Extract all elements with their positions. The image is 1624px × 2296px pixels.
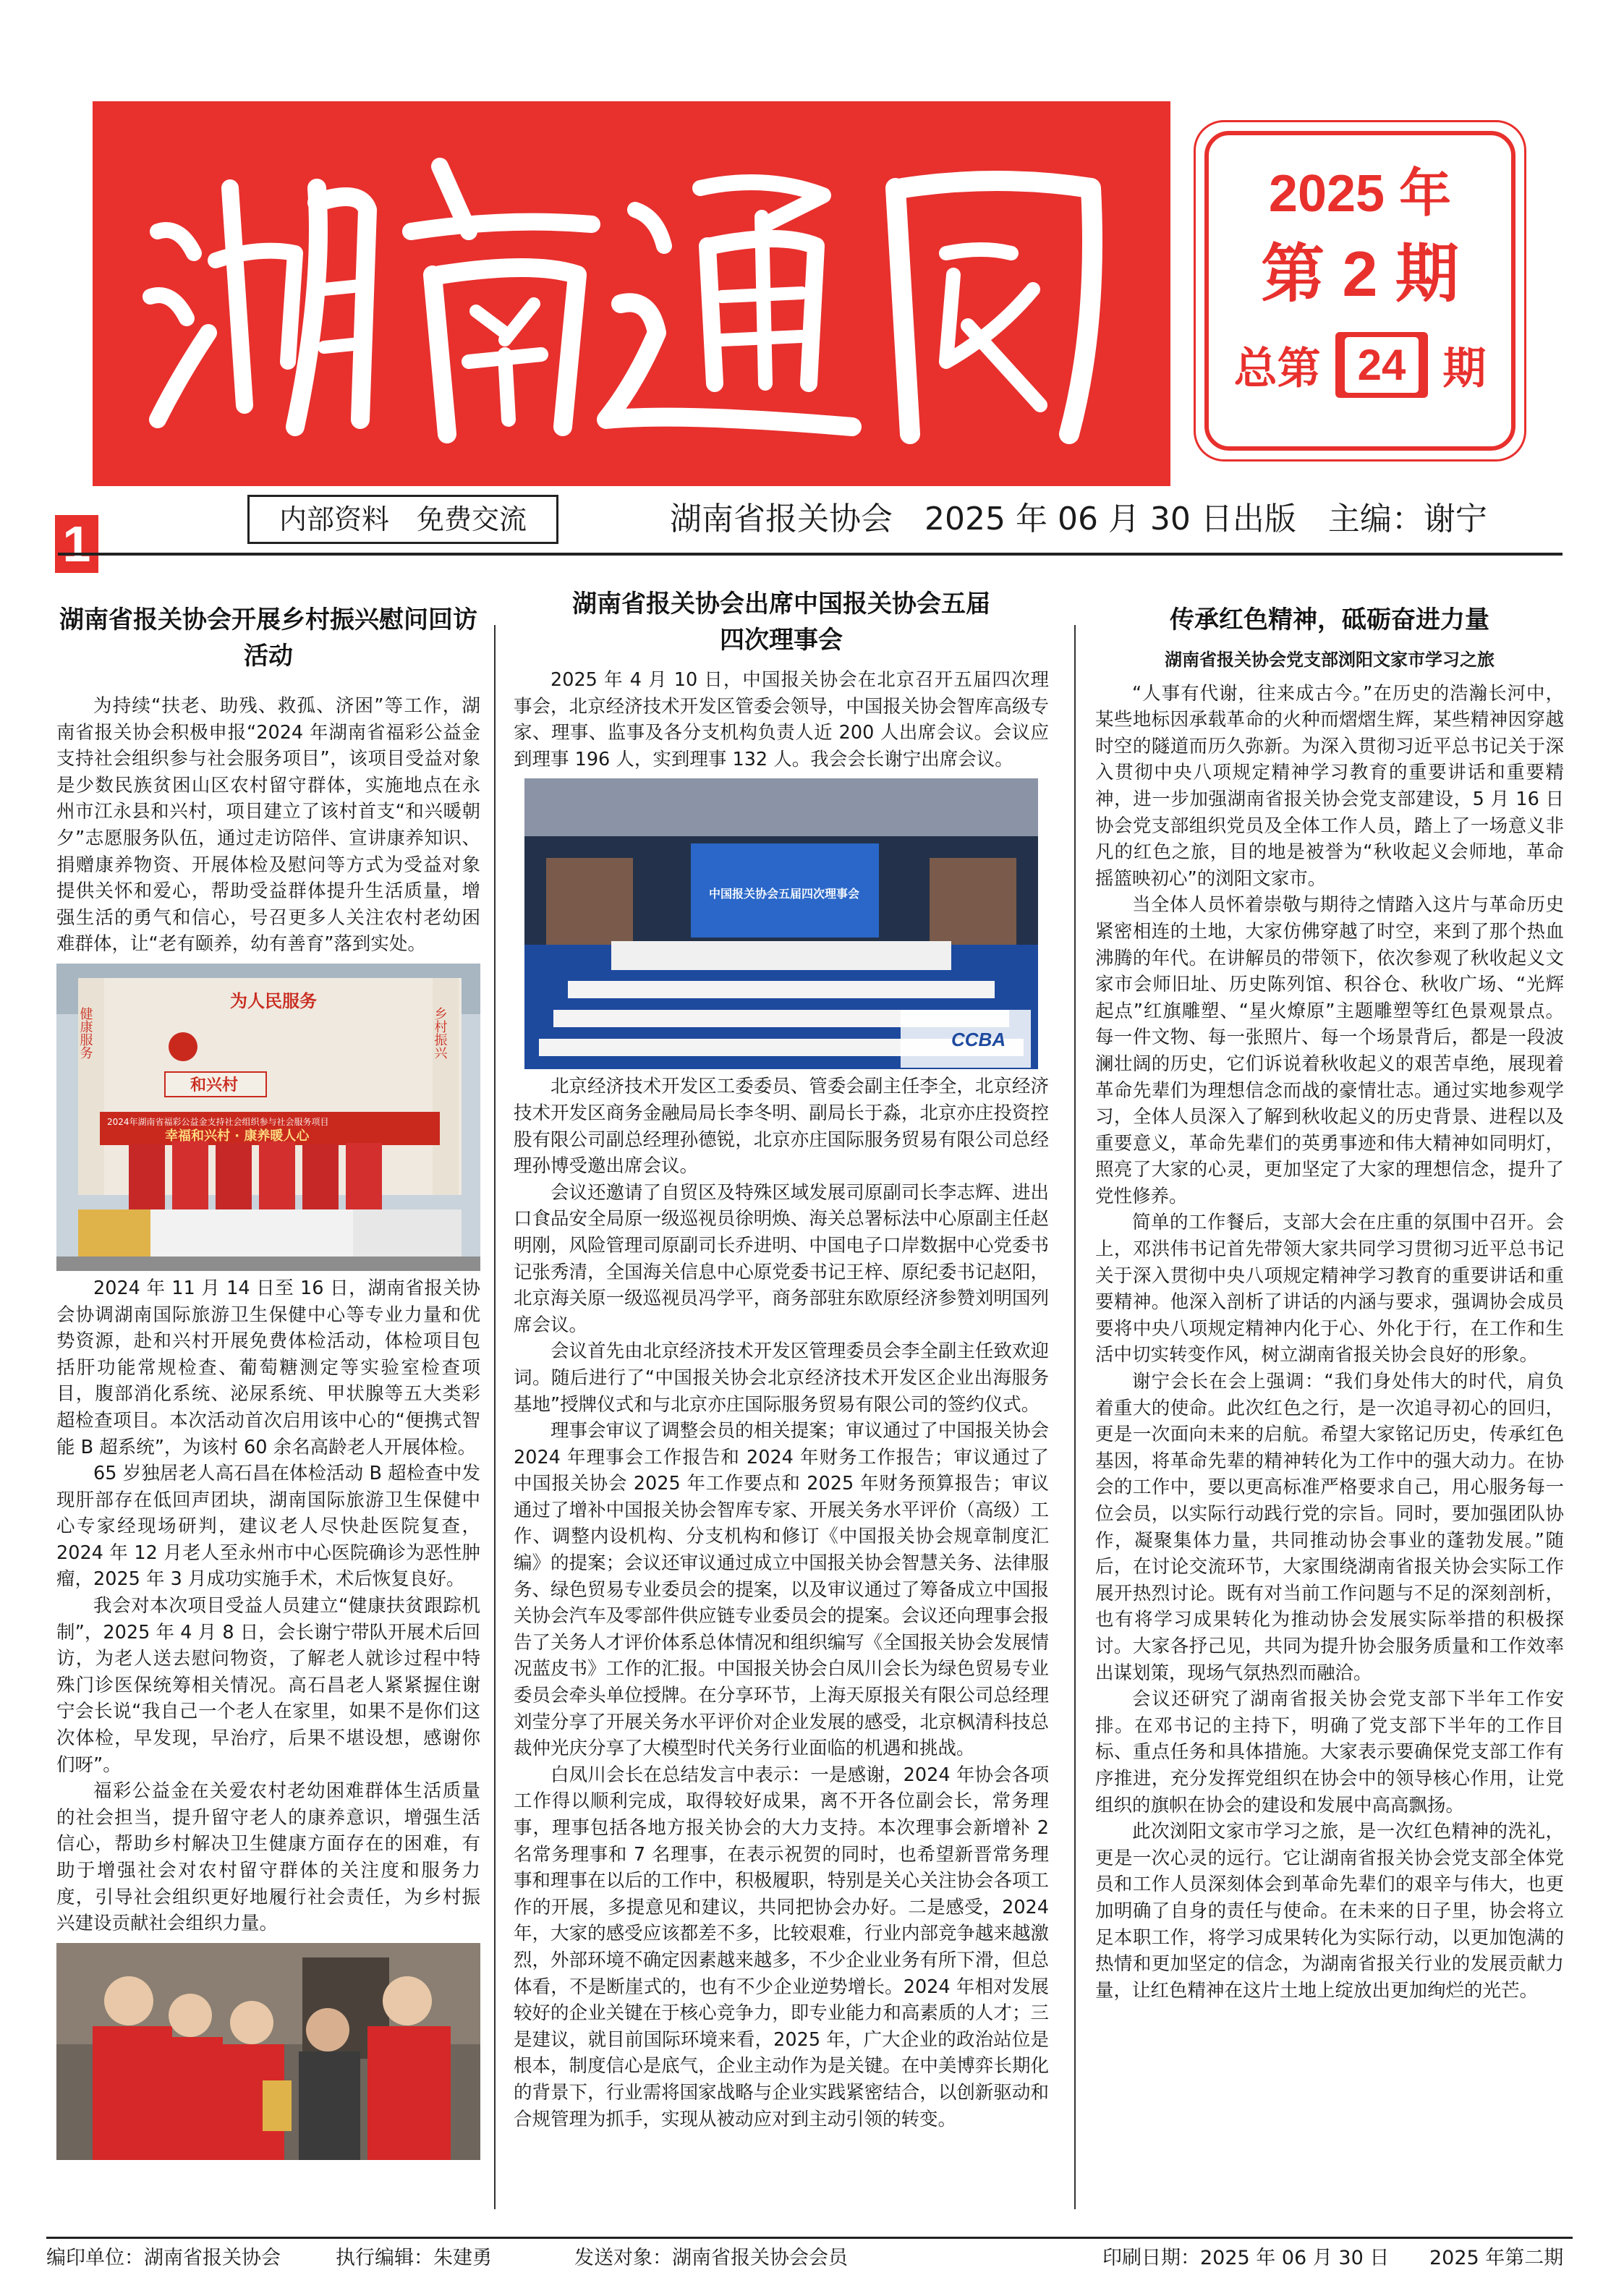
photo-sign-right: 乡村振兴 (432, 1006, 448, 1059)
page-number: 1 (55, 515, 98, 573)
issue-total-prefix: 总第 (1233, 344, 1321, 393)
footer-editor: 执行编辑：朱建勇 (336, 2247, 492, 2269)
ccba-logo: CCBA (951, 1029, 1006, 1051)
article-title: 湖南省报关协会出席中国报关协会五届四次理事会 (572, 590, 990, 655)
masthead-banner (93, 101, 1170, 486)
photo-sign-left: 健康服务 (77, 1006, 93, 1059)
footer-print-date: 印刷日期：2025 年 06 月 30 日 (1102, 2247, 1390, 2269)
photo-sign-village: 和兴村 (190, 1076, 239, 1094)
article-paragraph: 理事会审议了调整会员的相关提案；审议通过了中国报关协会 2024 年理事会工作报告和 2024 年财务工作报告；审议通过了中国报关协会 2025 年工作要点和 2025 年财务预算报告；审议通过了增补中国报关协会智库专家、开展关务水平评价（高级）工作、调整内设机构、分支机构和修订《中国报关协会规章制度汇编》的提案；会议还审议通过成立中国报关协会智慧关务、法律服务、绿色贸易专业委员会的提案，以及审议通过了筹备成立中国报关协会汽车及零部件供应链专业委员会的提案。会议还向理事会报告了关务人才评价体系总体情况和组织编写《全国报关协会发展情况蓝皮书》工作的汇报。中国报关协会白凤川会长为绿色贸易专业委员会牵头单位授牌。在分享环节，上海天原报关有限公司总经理刘莹分享了开展关务水平评价对企业发展的感受，北京枫清科技总裁仲光庆分享了大模型时代关务行业面临的机遇和挑战。 (514, 1420, 1049, 1760)
header-rule (58, 553, 1563, 556)
article-paragraph: 会议还邀请了自贸区及特殊区域发展司原副司长李志辉、进出口食品安全局原一级巡视员徐明焕、海关总署标法中心原副主任赵明刚，风险管理司原副司长乔进明、中国电子口岸数据中心党委书记张秀清，全国海关信息中心原党委书记王梓、原纪委书记赵阳，北京海关原一级巡视员冯学平，商务部驻东欧原经济参赞刘明国列席会议。 (514, 1181, 1049, 1336)
photo-banner: 2024年湖南省福彩公益金支持社会组织参与社会服务项目 (107, 1116, 329, 1127)
article-paragraph: 此次浏阳文家市学习之旅，是一次红色精神的洗礼，更是一次心灵的远行。它让湖南省报关协会党支部全体党员和工作人员深刻体会到革命先辈们的艰辛与伟大，也更加明确了自身的责任与使命。在未来的日子里，协会将立足本职工作，将学习成果转化为实际行动，以更加饱满的热情和更加坚定的信念，为湖南省报关行业的发展贡献力量，让红色精神在这片土地上绽放出更加绚烂的光芒。 (1095, 1821, 1564, 2002)
article-paragraph: 65 岁独居老人高石昌在体检活动 B 超检查中发现肝部存在低回声团块，湖南国际旅游卫生保健中心专家经现场研判，建议老人尽快赴医院复查，2024 年 12 月老人至永州市中心医院确诊为恶性肿瘤，2025 年 3 月成功实施手术，术后恢复良好。 (56, 1463, 480, 1591)
article-paragraph: 北京经济技术开发区工委委员、管委会副主任李全，北京经济技术开发区商务金融局局长李冬明、副局长于淼，北京亦庄投资控股有限公司副总经理孙德锐，北京亦庄国际服务贸易有限公司总经理孙博受邀出席会议。 (514, 1076, 1049, 1178)
footer-unit: 编印单位：湖南省报关协会 (46, 2247, 281, 2269)
masthead-calligraphy-logo (129, 145, 1142, 448)
footer-issue: 2025 年第二期 (1429, 2247, 1564, 2269)
article-subtitle: 湖南省报关协会党支部浏阳文家市学习之旅 (1165, 650, 1495, 670)
article-title: 湖南省报关协会开展乡村振兴慰问回访活动 (59, 605, 477, 671)
issue-stamp (1194, 120, 1526, 462)
article-rural-revitalization (56, 602, 480, 2164)
article-paragraph: 当全体人员怀着崇敬与期待之情踏入这片与革命历史紧密相连的土地，大家仿佛穿越了时空，来到了那个热血沸腾的年代。在讲解员的带领下，依次参观了秋收起义文家市会师旧址、历史陈列馆、积谷仓、秋收广场、“光辉起点”红旗雕塑、“星火燎原”主题雕塑等红色景观景点。每一件文物、每一张照片、每一个场景背后，都是一段波澜壮阔的历史，它们诉说着秋收起义的艰苦卓绝，展现着革命先辈们为理想信念而战的豪情壮志。通过实地参观学习，全体人员深入了解到秋收起义的历史背景、进程以及重要意义，革命先辈们的英勇事迹和伟大精神如同明灯，照亮了大家的心灵，更加坚定了大家的理想信念，提升了党性修养。 (1095, 894, 1564, 1207)
article-paragraph: 会议首先由北京经济技术开发区管理委员会李全副主任致欢迎词。随后进行了“中国报关协会北京经济技术开发区企业出海服务基地”授牌仪式和与北京亦庄国际服务贸易有限公司的签约仪式。 (514, 1340, 1049, 1416)
article-paragraph: 2025 年 4 月 10 日，中国报关协会在北京召开五届四次理事会，北京经济技术开发区管委会领导，中国报关协会智库高级专家、理事、监事及各分支机构负责人近 200 人出席会议。会议应到理事 196 人，实到理事 132 人。我会会长谢宁出席会议。 (514, 669, 1049, 770)
issue-total-number: 24 (1343, 335, 1421, 395)
article-ccba-council (514, 586, 1049, 2133)
article-title: 传承红色精神，砥砺奋进力量 (1170, 605, 1489, 634)
article-red-spirit (1095, 602, 1564, 2004)
footer-rule (46, 2237, 1573, 2239)
footer-recipient: 发送对象：湖南省报关协会会员 (574, 2247, 848, 2269)
photo-banner-2: 幸福和兴村 · 康养暖人心 (165, 1128, 310, 1144)
article-paragraph: 2024 年 11 月 14 日至 16 日，湖南省报关协会协调湖南国际旅游卫生保健中心等专业力量和优势资源，赴和兴村开展免费体检活动，体检项目包括肝功能常规检查、葡萄糖测定等实验室检查项目，腹部消化系统、泌尿系统、甲状腺等五大类彩超检查项目。本次活动首次启用该中心的“便携式智能 B 超系统”，为该村 60 余名高龄老人开展体检。 (56, 1277, 480, 1458)
issue-number: 第 2 期 (1261, 238, 1459, 310)
issue-total-suffix: 期 (1442, 344, 1487, 393)
issue-year: 2025 年 (1268, 165, 1452, 223)
column-divider-left (494, 625, 496, 2209)
photo-screen-text: 中国报关协会五届四次理事会 (709, 887, 860, 901)
article-paragraph: 会议还研究了湖南省报关协会党支部下半年工作安排。在邓书记的主持下，明确了党支部下半年的工作目标、重点任务和具体措施。大家表示要确保党支部工作有序推进，充分发挥党组织在协会中的领导核心作用，让党组织的旗帜在协会的建设和发展中高高飘扬。 (1095, 1688, 1564, 1816)
photo-elderly-visit (56, 1943, 480, 2160)
photo-village-volunteers (56, 964, 480, 1271)
article-paragraph: 我会对本次项目受益人员建立“健康扶贫跟踪机制”，2025 年 4 月 8 日，会长谢宁带队开展术后回访，为老人送去慰问物资，了解老人就诊过程中特殊门诊医保统筹相关情况。高石昌老人紧紧握住谢宁会长说“我自己一个老人在家里，如果不是你们这次体检，早发现，早治疗，后果不堪设想，感谢你们呀”。 (56, 1595, 480, 1776)
photo-council-meeting (524, 778, 1038, 1069)
article-paragraph: 福彩公益金在关爱农村老幼困难群体生活质量的社会担当，提升留守老人的康养意识，增强生活信心，帮助乡村解决卫生健康方面存在的困难，有助于增强社会对农村留守群体的关注度和服务力度，引导社会组织更好地履行社会责任，为乡村振兴建设贡献社会组织力量。 (56, 1780, 480, 1935)
article-paragraph: 白凤川会长在总结发言中表示：一是感谢，2024 年协会各项工作得以顺利完成，取得较好成果，离不开各位副会长，常务理事，理事包括各地方报关协会的大力支持。本次理事会新增补 2 名常务理事和 7 名理事，在表示祝贺的同时，也希望新晋常务理事和理事在以后的工作中，积极履职，特别是关心关注协会各项工作的开展，多提意见和建议，共同把协会办好。二是感受，2024 年，大家的感受应该都差不多，比较艰难，行业内部竞争越来越激烈，外部环境不确定因素越来越多，不少企业业务有所下滑，但总体看，不是断崖式的，也有不少企业逆势增长。2024 年相对发展较好的企业关键在于核心竞争力，即专业能力和高素质的人才；三是建议，就目前国际环境来看，2025 年，广大企业的政治站位是根本，制度信心是底气，企业主动作为是关键。在中美博弈长期化的背景下，行业需将国家战略与企业实践紧密结合，以创新驱动和合规管理为抓手，实现从被动应对到主动引领的转变。 (514, 1764, 1049, 2130)
issue-total (1196, 332, 1524, 398)
article-paragraph: 简单的工作餐后，支部大会在庄重的氛围中召开。会上，邓洪伟书记首先带领大家共同学习贯彻习近平总书记关于深入贯彻中央八项规定精神学习教育的重要讲话和重要精神。他深入剖析了讲话的内涵与要求，强调协会成员要将中央八项规定精神内化于心、外化于行，在工作和生活中切实转变作风，树立湖南省报关协会良好的形象。 (1095, 1212, 1564, 1366)
column-divider-right (1074, 625, 1076, 2209)
issue-total-number-frame (1335, 332, 1429, 398)
photo-sign-top: 为人民服务 (230, 990, 317, 1011)
article-paragraph: 为持续“扶老、助残、救孤、济困”等工作，湖南省报关协会积极申报“2024 年湖南省福彩公益金支持社会组织参与社会服务项目”，该项目受益对象是少数民族贫困山区农村留守群体，实施地点在永州市江永县和兴村，项目建立了该村首支“和兴暖朝夕”志愿服务队伍，通过走访陪伴、宣讲康养知识、捐赠康养物资、开展体检及慰问等方式为受益对象提供关怀和爱心，帮助受益群体提升生活质量，增强生活的勇气和信心，号召更多人关注农村老幼困难群体，让“老有颐养，幼有善育”落到实处。 (56, 695, 480, 956)
publication-info: 湖南省报关协会 2025 年 06 月 30 日出版 主编：谢宁 (670, 501, 1487, 537)
internal-material-label: 内部资料 免费交流 (247, 495, 558, 544)
article-paragraph: 谢宁会长在会上强调：“我们身处伟大的时代，肩负着重大的使命。此次红色之行，是一次追寻初心的回归，更是一次面向未来的启航。希望大家铭记历史，传承红色基因，将革命先辈的精神转化为工作中的强大动力。在协会的工作中，要以更高标准严格要求自己，用心服务每一位会员，以实际行动践行党的宗旨。同时，要加强团队协作，凝聚集体力量，共同推动协会事业的蓬勃发展。”随后，在讨论交流环节，大家围绕湖南省报关协会实际工作展开热烈讨论。既有对当前工作问题与不足的深刻剖析，也有将学习成果转化为推动协会发展实际举措的积极探讨。大家各抒己见，共同为提升协会服务质量和工作效率出谋划策，现场气氛热烈而融洽。 (1095, 1371, 1564, 1684)
article-paragraph: “人事有代谢，往来成古今。”在历史的浩瀚长河中，某些地标因承载革命的火种而熠熠生辉，某些精神因穿越时空的隧道而历久弥新。为深入贯彻习近平总书记关于深入贯彻中央八项规定精神学习教育的重要讲话和重要精神，进一步加强湖南省报关协会党支部建设，5 月 16 日协会党支部组织党员及全体工作人员，踏上了一场意义非凡的红色之旅，目的地是被誉为“秋收起义会师地，革命摇篮映初心”的浏阳文家市。 (1095, 682, 1564, 890)
